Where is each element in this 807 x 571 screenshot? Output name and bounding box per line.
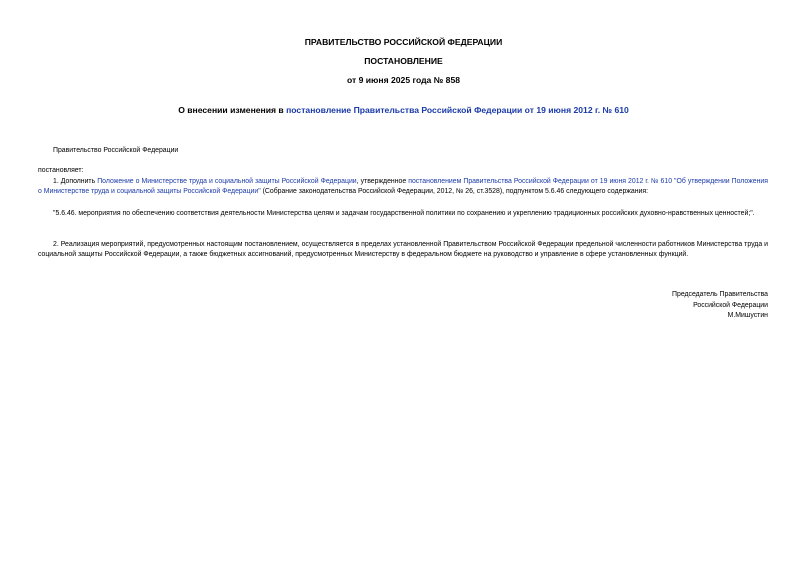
date-number-heading: от 9 июня 2025 года № 858 [346, 75, 461, 85]
link-resolution-610[interactable]: постановлением Правительства Российской Федерации от 19 июня 2012 г. № 610 "Об утверждении Положения о Министерстве труда и социальной защиты Российской Федерации" [38, 178, 768, 196]
paragraph-1 [38, 177, 768, 198]
paragraph-1-text-a: 1. Дополнить [53, 178, 98, 185]
title-link-resolution-610[interactable]: постановление Правительства Российской Федерации от 19 июня 2012 г. № 610 [286, 105, 629, 115]
signature-name: М.Мишустин [727, 312, 768, 319]
paragraph-1-text-b: , утвержденное [356, 178, 409, 185]
signature-title-line1: Председатель Правительства [672, 291, 768, 298]
quoted-subparagraph-5-6-46: "5.6.46. мероприятия по обеспечению соответствия деятельности Министерства целям и задачам государственной политики по сохранению и укреплению традиционных российских духовно-нравственных ценностей;". [53, 210, 755, 217]
signature-title-line2: Российской Федерации [693, 302, 768, 309]
title-prefix: О внесении изменения в [178, 105, 287, 115]
paragraph-2: 2. Реализация мероприятий, предусмотренных настоящим постановлением, осуществляется в пределах установленной Правительством Российской Федерации предельной численности работников Министерства труда и социальной защиты Российской Федерации, а также бюджетных ассигнований, предусмотренных Министерству в федеральном бюджете на руководство и управление в сфере установленных функций. [38, 241, 768, 259]
government-heading: ПРАВИТЕЛЬСТВО РОССИЙСКОЙ ФЕДЕРАЦИИ [304, 37, 503, 47]
document-type-heading: ПОСТАНОВЛЕНИЕ [364, 56, 443, 66]
link-ministry-regulation[interactable]: Положение о Министерстве труда и социальной защиты Российской Федерации [97, 178, 357, 185]
issuer-line: Правительство Российской Федерации [53, 147, 179, 154]
document-title [0, 105, 807, 116]
decree-word: постановляет: [38, 167, 84, 174]
paragraph-1-text-c: (Собрание законодательства Российской Федерации, 2012, № 26, ст.3528), подпунктом 5.6.46 следующего содержания: [260, 188, 649, 196]
